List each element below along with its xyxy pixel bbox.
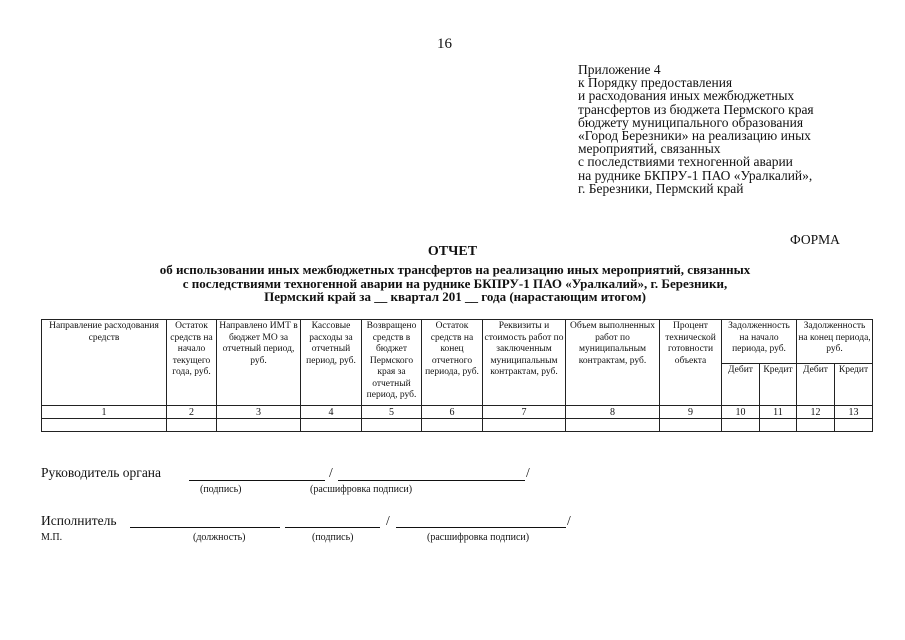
executor-decode-line (396, 527, 566, 528)
column-number: 3 (217, 406, 301, 419)
table-row (42, 419, 873, 432)
subheader-cell: Кредит (760, 364, 797, 406)
appendix-line: г. Березники, Пермский край (578, 180, 744, 196)
header-cell: Направлено ИМТ в бюджет МО за отчетный период, руб. (217, 320, 301, 406)
header-cell: Остаток средств на начало текущего года, руб. (167, 320, 217, 406)
decode-caption: (расшифровка подписи) (310, 484, 413, 495)
subheader-cell: Дебит (722, 364, 760, 406)
head-signature-line (189, 480, 325, 481)
subtitle-line: с последствиями техногенной аварии на руднике БКПРУ-1 ПАО «Уралкалий», г. Березники, (182, 275, 728, 291)
appendix-line: с последствиями техногенной аварии (578, 154, 793, 170)
subtitle-line: об использовании иных межбюджетных трансфертов на реализацию иных мероприятий, связанных (159, 262, 751, 277)
page-number: 16 (437, 36, 452, 52)
column-number: 7 (483, 406, 566, 419)
column-number: 2 (167, 406, 217, 419)
appendix-line: бюджету муниципального образования (578, 114, 804, 130)
table-cell (362, 419, 422, 432)
table-cell (422, 419, 483, 432)
table-cell (722, 419, 760, 432)
executor-label: Исполнитель (41, 513, 117, 528)
decode-caption: (расшифровка подписи) (427, 532, 530, 543)
table-cell (660, 419, 722, 432)
sign-caption: (подпись) (312, 532, 354, 543)
column-number: 1 (42, 406, 167, 419)
mp-label: М.П. (41, 532, 63, 543)
column-number: 8 (566, 406, 660, 419)
header-cell: Реквизиты и стоимость работ по заключенным муниципальным контрактам, руб. (483, 320, 566, 406)
position-caption: (должность) (193, 532, 246, 543)
head-decode-line (338, 480, 525, 481)
header-cell: Задолженность на начало периода, руб. (722, 320, 797, 364)
appendix-line: Приложение 4 (578, 62, 661, 77)
form-label: ФОРМА (790, 232, 840, 247)
header-cell: Процент технической готовности объекта (660, 320, 722, 406)
column-number: 10 (722, 406, 760, 419)
appendix-block (578, 63, 878, 195)
table-cell (566, 419, 660, 432)
table-cell (301, 419, 362, 432)
header-cell: Возвращено средств в бюджет Пермского края за отчетный период, руб. (362, 320, 422, 406)
table-cell (167, 419, 217, 432)
appendix-line: на руднике БКПРУ-1 ПАО «Уралкалий», (578, 167, 813, 183)
appendix-line: трансфертов из бюджета Пермского края (578, 101, 814, 117)
column-number: 13 (835, 406, 873, 419)
header-cell: Задолженность на конец периода, руб. (797, 320, 873, 364)
column-number: 5 (362, 406, 422, 419)
column-number: 11 (760, 406, 797, 419)
head-label: Руководитель органа (41, 465, 162, 480)
header-cell: Кассовые расходы за отчетный период, руб. (301, 320, 362, 406)
header-cell: Направление расходования средств (42, 320, 167, 406)
table-cell (835, 419, 873, 432)
report-table (41, 319, 873, 432)
table-cell (42, 419, 167, 432)
executor-signature-line (285, 527, 380, 528)
subtitle-line: Пермский край за __ квартал 201 __ года (нарастающим итогом) (264, 289, 646, 304)
slash: / (386, 513, 390, 528)
slash: / (526, 465, 530, 480)
slash: / (567, 513, 571, 528)
appendix-line: мероприятий, связанных (578, 141, 721, 157)
appendix-line: и расходования иных межбюджетных (578, 88, 795, 104)
table-cell (760, 419, 797, 432)
report-title: ОТЧЕТ (427, 244, 478, 259)
subheader-cell: Дебит (797, 364, 835, 406)
header-cell: Остаток средств на конец отчетного периода, руб. (422, 320, 483, 406)
column-number: 6 (422, 406, 483, 419)
column-number: 12 (797, 406, 835, 419)
header-cell: Объем выполненных работ по муниципальным контрактам, руб. (566, 320, 660, 406)
table-cell (217, 419, 301, 432)
table-cell (483, 419, 566, 432)
appendix-line: «Город Березники» на реализацию иных (578, 128, 811, 144)
sign-caption: (подпись) (200, 484, 242, 495)
slash: / (329, 465, 333, 480)
table-cell (797, 419, 835, 432)
executor-position-line (130, 527, 280, 528)
report-subtitle (60, 263, 850, 304)
column-number: 9 (660, 406, 722, 419)
column-number: 4 (301, 406, 362, 419)
appendix-line: к Порядку предоставления (578, 75, 733, 91)
subheader-cell: Кредит (835, 364, 873, 406)
